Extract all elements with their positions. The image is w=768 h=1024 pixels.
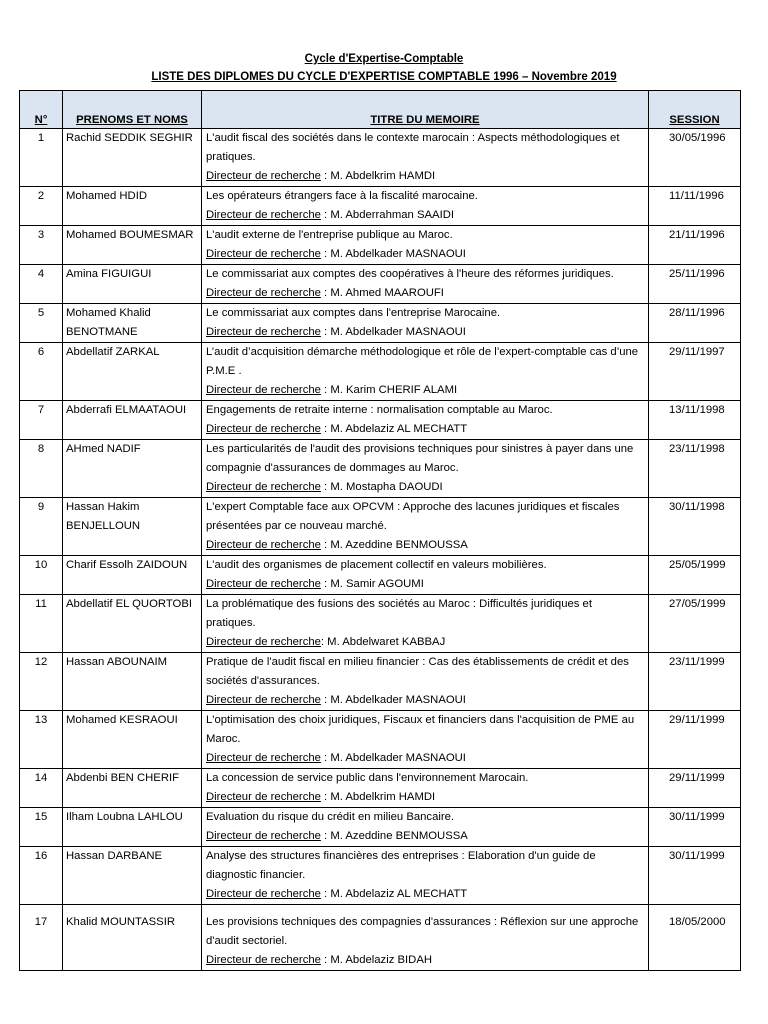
director-name: : M. Abderrahman SAAIDI (320, 209, 455, 221)
research-director (206, 788, 644, 807)
document-title: Cycle d'Expertise-Comptable (304, 53, 464, 65)
thesis-cell (202, 226, 649, 265)
session-date: 28/11/1996 (649, 304, 741, 343)
research-director (206, 381, 644, 400)
thesis-cell (202, 129, 649, 187)
director-label: Directeur de recherche (206, 326, 321, 338)
director-label: Directeur de recherche (206, 830, 321, 842)
research-director (206, 284, 644, 303)
director-name: : M. Abdelkrim HAMDI (320, 170, 436, 182)
research-director (206, 536, 644, 555)
row-number: 12 (20, 653, 63, 711)
director-label: Directeur de recherche (206, 636, 321, 648)
diploma-table (19, 90, 741, 971)
table-row (20, 556, 741, 595)
research-director (206, 167, 644, 186)
graduate-name: Mohamed Khalid BENOTMANE (63, 304, 202, 343)
thesis-title: L'optimisation des choix juridiques, Fiscaux et financiers dans l'acquisition de PME au Maroc. (206, 714, 635, 745)
director-label: Directeur de recherche (206, 423, 321, 435)
table-row (20, 769, 741, 808)
session-date: 23/11/1999 (649, 653, 741, 711)
row-number: 16 (20, 847, 63, 905)
thesis-title: L’audit d’acquisition démarche méthodologique et rôle de l’expert-comptable cas d’une P.M.E . (206, 346, 639, 377)
thesis-title: Analyse des structures financières des entreprises : Elaboration d'un guide de diagnostic financier. (206, 850, 596, 881)
director-label: Directeur de recherche (206, 752, 321, 764)
table-row (20, 226, 741, 265)
table-row (20, 595, 741, 653)
director-label: Directeur de recherche (206, 287, 321, 299)
document-subtitle: LISTE DES DIPLOMES DU CYCLE D'EXPERTISE COMPTABLE 1996 – Novembre 2019 (151, 71, 617, 83)
thesis-cell (202, 847, 649, 905)
director-label: Directeur de recherche (206, 578, 321, 590)
thesis-title: L'audit fiscal des sociétés dans le contexte marocain : Aspects méthodologiques et pratiques. (206, 132, 620, 163)
session-date: 30/11/1999 (649, 847, 741, 905)
director-label: Directeur de recherche (206, 539, 321, 551)
table-header-row (20, 91, 741, 129)
research-director (206, 633, 644, 652)
table-row (20, 847, 741, 905)
graduate-name: Hassan DARBANE (63, 847, 202, 905)
director-label: Directeur de recherche (206, 791, 321, 803)
session-date: 25/11/1996 (649, 265, 741, 304)
row-number: 14 (20, 769, 63, 808)
director-label: Directeur de recherche (206, 170, 321, 182)
graduate-name: AHmed NADIF (63, 440, 202, 498)
session-date: 11/11/1996 (649, 187, 741, 226)
row-number: 10 (20, 556, 63, 595)
thesis-cell (202, 498, 649, 556)
row-number: 3 (20, 226, 63, 265)
director-name: : M. Mostapha DAOUDI (320, 481, 443, 493)
director-name: : M. Ahmed MAAROUFI (320, 287, 444, 299)
research-director (206, 827, 644, 846)
director-name: : M. Abdelkader MASNAOUI (320, 694, 466, 706)
page-header (0, 50, 768, 86)
director-label: Directeur de recherche (206, 888, 321, 900)
row-number: 7 (20, 401, 63, 440)
row-number: 9 (20, 498, 63, 556)
research-director (206, 420, 644, 439)
director-name: : M. Abdelaziz BIDAH (320, 954, 433, 966)
director-label: Directeur de recherche (206, 384, 321, 396)
research-director (206, 478, 644, 497)
thesis-cell (202, 187, 649, 226)
session-date: 21/11/1996 (649, 226, 741, 265)
row-number: 2 (20, 187, 63, 226)
header-num: N° (20, 91, 63, 129)
director-name: : M. Abdelkader MASNAOUI (320, 752, 466, 764)
thesis-cell (202, 595, 649, 653)
director-name: : M. Azeddine BENMOUSSA (320, 539, 468, 551)
graduate-name: Mohamed HDID (63, 187, 202, 226)
row-number: 11 (20, 595, 63, 653)
header-title: TITRE DU MEMOIRE (202, 91, 649, 129)
graduate-name: Abderrafi ELMAATAOUI (63, 401, 202, 440)
row-number: 13 (20, 711, 63, 769)
table-row (20, 401, 741, 440)
header-session: SESSION (649, 91, 741, 129)
director-label: Directeur de recherche (206, 209, 321, 221)
session-date: 13/11/1998 (649, 401, 741, 440)
thesis-title: L'audit des organismes de placement collectif en valeurs mobilières. (206, 559, 547, 571)
thesis-title: Pratique de l'audit fiscal en milieu financier : Cas des établissements de crédit et des sociétés d'assurances. (206, 656, 629, 687)
row-number: 8 (20, 440, 63, 498)
thesis-title: L'expert Comptable face aux OPCVM : Approche des lacunes juridiques et fiscales présentées par ce nouveau marché. (206, 501, 620, 532)
row-number: 17 (20, 905, 63, 971)
director-label: Directeur de recherche (206, 481, 321, 493)
thesis-cell (202, 711, 649, 769)
thesis-title: Les opérateurs étrangers face à la fiscalité marocaine. (206, 190, 478, 202)
graduate-name: Amina FIGUIGUI (63, 265, 202, 304)
thesis-title: Le commissariat aux comptes des coopératives à l'heure des réformes juridiques. (206, 268, 614, 280)
graduate-name: Khalid MOUNTASSIR (63, 905, 202, 971)
research-director (206, 691, 644, 710)
session-date: 30/05/1996 (649, 129, 741, 187)
session-date: 27/05/1999 (649, 595, 741, 653)
session-date: 23/11/1998 (649, 440, 741, 498)
director-name: : M. Abdelaziz AL MECHATT (320, 888, 468, 900)
row-number: 1 (20, 129, 63, 187)
research-director (206, 885, 644, 904)
graduate-name: Charif Essolh ZAIDOUN (63, 556, 202, 595)
graduate-name: Mohamed KESRAOUI (63, 711, 202, 769)
thesis-cell (202, 265, 649, 304)
director-name: : M. Karim CHERIF ALAMI (320, 384, 458, 396)
row-number: 5 (20, 304, 63, 343)
graduate-name: Rachid SEDDIK SEGHIR (63, 129, 202, 187)
table-row (20, 304, 741, 343)
thesis-title: Le commissariat aux comptes dans l'entreprise Marocaine. (206, 307, 501, 319)
table-row (20, 711, 741, 769)
header-name: PRENOMS ET NOMS (63, 91, 202, 129)
table-row (20, 653, 741, 711)
thesis-title: La concession de service public dans l'environnement Marocain. (206, 772, 529, 784)
table-row (20, 187, 741, 226)
director-name: : M. Azeddine BENMOUSSA (320, 830, 468, 842)
table-row (20, 440, 741, 498)
session-date: 30/11/1998 (649, 498, 741, 556)
thesis-cell (202, 905, 649, 971)
row-number: 15 (20, 808, 63, 847)
session-date: 30/11/1999 (649, 808, 741, 847)
director-label: Directeur de recherche (206, 954, 321, 966)
row-number: 4 (20, 265, 63, 304)
table-row (20, 129, 741, 187)
thesis-title: Les provisions techniques des compagnies d'assurances : Réflexion sur une approche d'audit sectoriel. (206, 916, 639, 947)
thesis-title: La problématique des fusions des sociétés au Maroc : Difficultés juridiques et pratiques. (206, 598, 592, 629)
thesis-title: Engagements de retraite interne : normalisation comptable au Maroc. (206, 404, 553, 416)
graduate-name: Mohamed BOUMESMAR (63, 226, 202, 265)
thesis-title: L'audit externe de l'entreprise publique au Maroc. (206, 229, 453, 241)
director-label: Directeur de recherche (206, 248, 321, 260)
thesis-cell (202, 556, 649, 595)
graduate-name: Ilham Loubna LAHLOU (63, 808, 202, 847)
graduate-name: Hassan ABOUNAIM (63, 653, 202, 711)
graduate-name: Abdenbi BEN CHERIF (63, 769, 202, 808)
thesis-title: Les particularités de l'audit des provisions techniques pour sinistres à payer dans une compagnie d'assurances de dommages au Maroc. (206, 443, 634, 474)
session-date: 29/11/1999 (649, 711, 741, 769)
research-director (206, 749, 644, 768)
table-row (20, 905, 741, 971)
thesis-cell (202, 653, 649, 711)
research-director (206, 575, 644, 594)
thesis-cell (202, 769, 649, 808)
session-date: 25/05/1999 (649, 556, 741, 595)
research-director (206, 245, 644, 264)
row-number: 6 (20, 343, 63, 401)
table-row (20, 808, 741, 847)
table-row (20, 265, 741, 304)
director-name: : M. Abdelaziz AL MECHATT (320, 423, 468, 435)
session-date: 29/11/1999 (649, 769, 741, 808)
director-label: Directeur de recherche (206, 694, 321, 706)
thesis-cell (202, 304, 649, 343)
thesis-cell (202, 401, 649, 440)
research-director (206, 323, 644, 342)
thesis-cell (202, 808, 649, 847)
director-name: : M. Abdelkader MASNAOUI (320, 326, 466, 338)
research-director (206, 206, 644, 225)
graduate-name: Abdellatif EL QUORTOBI (63, 595, 202, 653)
research-director (206, 951, 644, 970)
session-date: 29/11/1997 (649, 343, 741, 401)
director-name: : M. Abdelkader MASNAOUI (320, 248, 466, 260)
director-name: : M. Samir AGOUMI (320, 578, 424, 590)
thesis-title: Evaluation du risque du crédit en milieu Bancaire. (206, 811, 455, 823)
director-name: : M. Abdelwaret KABBAJ (320, 636, 446, 648)
session-date: 18/05/2000 (649, 905, 741, 971)
graduate-name: Abdellatif ZARKAL (63, 343, 202, 401)
thesis-cell (202, 440, 649, 498)
graduate-name: Hassan Hakim BENJELLOUN (63, 498, 202, 556)
table-row (20, 343, 741, 401)
thesis-cell (202, 343, 649, 401)
director-name: : M. Abdelkrim HAMDI (320, 791, 436, 803)
table-row (20, 498, 741, 556)
